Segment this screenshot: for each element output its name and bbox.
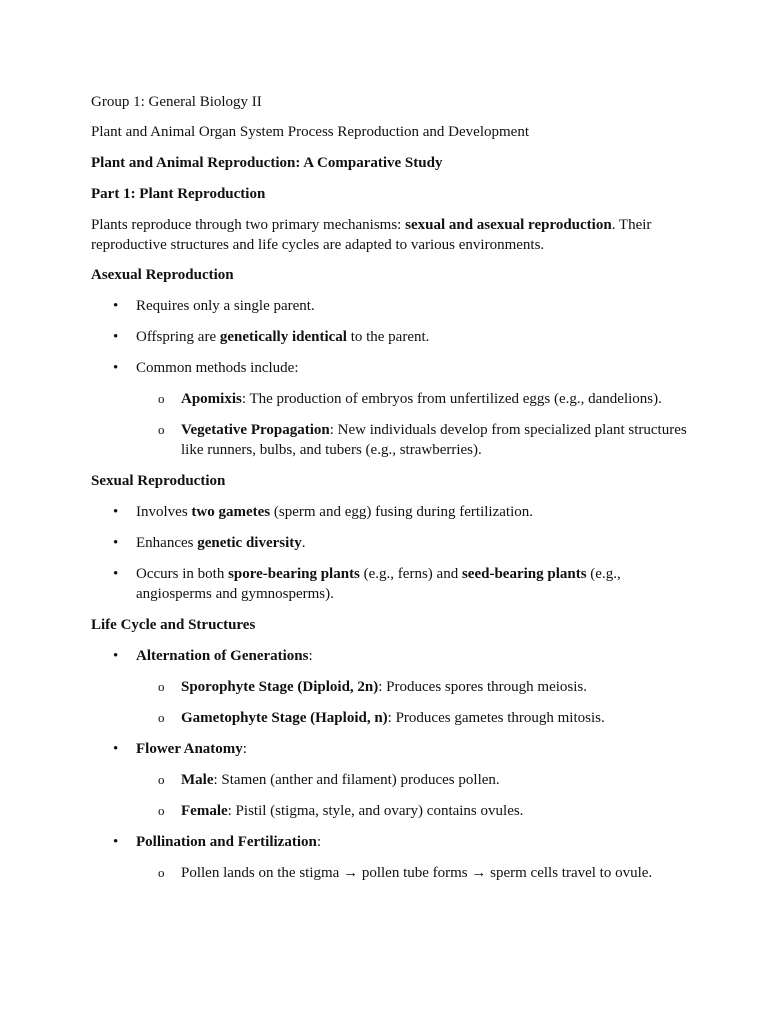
intro-text-post: . Their reproductive structures and life cycles are adapted to various environments. bbox=[91, 217, 652, 253]
sub-item-text: : Stamen (anther and filament) produces pollen. bbox=[213, 772, 500, 788]
list-item bbox=[91, 646, 691, 728]
sub-list-item bbox=[91, 389, 691, 409]
intro-text-pre: Plants reproduce through two primary mechanisms: bbox=[91, 217, 406, 233]
list-item bbox=[91, 832, 691, 883]
list-item-bold: spore-bearing plants bbox=[228, 566, 360, 582]
list-item-bold: genetically identical bbox=[219, 329, 347, 345]
sub-item-bold: Vegetative Propagation bbox=[181, 422, 330, 438]
list-item bbox=[91, 739, 691, 821]
list-item-text: Involves bbox=[136, 504, 192, 520]
sub-list bbox=[136, 770, 691, 821]
intro-paragraph bbox=[91, 215, 681, 255]
list-item-text: Offspring are bbox=[136, 329, 220, 345]
subject-line: Plant and Animal Organ System Process Reproduction and Development bbox=[91, 124, 529, 140]
list-item-text: : bbox=[242, 741, 247, 757]
list-item bbox=[91, 533, 691, 553]
list-item-bold: Flower Anatomy bbox=[136, 741, 243, 757]
sub-list bbox=[136, 389, 691, 460]
list-item bbox=[91, 358, 691, 460]
sub-item-text: : New individuals develop from specialized plant structures like runners, bulbs, and tubers (e.g., strawberries). bbox=[181, 422, 687, 458]
sub-list bbox=[136, 677, 691, 728]
asexual-list bbox=[91, 296, 691, 460]
list-item-bold: two gametes bbox=[191, 504, 271, 520]
sub-item-bold: Gametophyte Stage (Haploid, n) bbox=[181, 710, 388, 726]
asexual-heading: Asexual Reproduction bbox=[91, 267, 234, 283]
list-item-text: (e.g., ferns) and bbox=[359, 566, 462, 582]
sub-list-item bbox=[91, 420, 691, 460]
list-item bbox=[91, 296, 691, 316]
sub-item-bold: Female bbox=[181, 803, 228, 819]
sub-list bbox=[136, 863, 691, 883]
list-item-bold: Pollination and Fertilization bbox=[136, 834, 317, 850]
intro-bold: sexual and asexual reproduction bbox=[405, 217, 612, 233]
list-item-bold: seed-bearing plants bbox=[461, 566, 587, 582]
list-item bbox=[91, 502, 691, 522]
sub-item-text: : Produces spores through meiosis. bbox=[378, 679, 587, 695]
list-item bbox=[91, 327, 691, 347]
sub-item-bold: Male bbox=[181, 772, 214, 788]
list-item-text: Requires only a single parent. bbox=[136, 298, 315, 314]
list-item-text: : bbox=[308, 648, 313, 664]
list-item-text: to the parent. bbox=[346, 329, 430, 345]
list-item-text: Enhances bbox=[136, 535, 198, 551]
sub-item-bold: Sporophyte Stage (Diploid, 2n) bbox=[181, 679, 379, 695]
sub-item-text: Pollen lands on the stigma → pollen tube forms → sperm cells travel to ovule. bbox=[181, 865, 653, 881]
sub-item-text: : Pistil (stigma, style, and ovary) contains ovules. bbox=[227, 803, 524, 819]
lifecycle-heading: Life Cycle and Structures bbox=[91, 617, 256, 633]
sub-list-item bbox=[91, 770, 691, 790]
sub-item-text: : Produces gametes through mitosis. bbox=[387, 710, 605, 726]
list-item bbox=[91, 564, 691, 604]
document-page bbox=[91, 92, 691, 894]
document-title: Plant and Animal Reproduction: A Comparative Study bbox=[91, 155, 443, 171]
list-item-text: (e.g., angiosperms and gymnosperms). bbox=[136, 566, 621, 602]
list-item-text: (sperm and egg) fusing during fertilization. bbox=[270, 504, 534, 520]
list-item-text: : bbox=[316, 834, 322, 850]
sub-item-text: : The production of embryos from unfertilized eggs (e.g., dandelions). bbox=[241, 391, 662, 407]
list-item-text: . bbox=[301, 535, 306, 551]
sub-item-bold: Apomixis bbox=[181, 391, 242, 407]
sexual-heading: Sexual Reproduction bbox=[91, 473, 226, 489]
group-line: Group 1: General Biology II bbox=[91, 94, 262, 110]
sub-list-item bbox=[91, 708, 691, 728]
sexual-list bbox=[91, 502, 691, 604]
sub-list-item bbox=[91, 677, 691, 697]
list-item-bold: Alternation of Generations bbox=[136, 648, 309, 664]
list-item-bold: genetic diversity bbox=[197, 535, 302, 551]
sub-list-item bbox=[91, 863, 691, 883]
sub-list-item bbox=[91, 801, 691, 821]
list-item-text: Occurs in both bbox=[136, 566, 229, 582]
lifecycle-list bbox=[91, 646, 691, 883]
part-heading: Part 1: Plant Reproduction bbox=[91, 186, 266, 202]
list-item-text: Common methods include: bbox=[136, 360, 299, 376]
